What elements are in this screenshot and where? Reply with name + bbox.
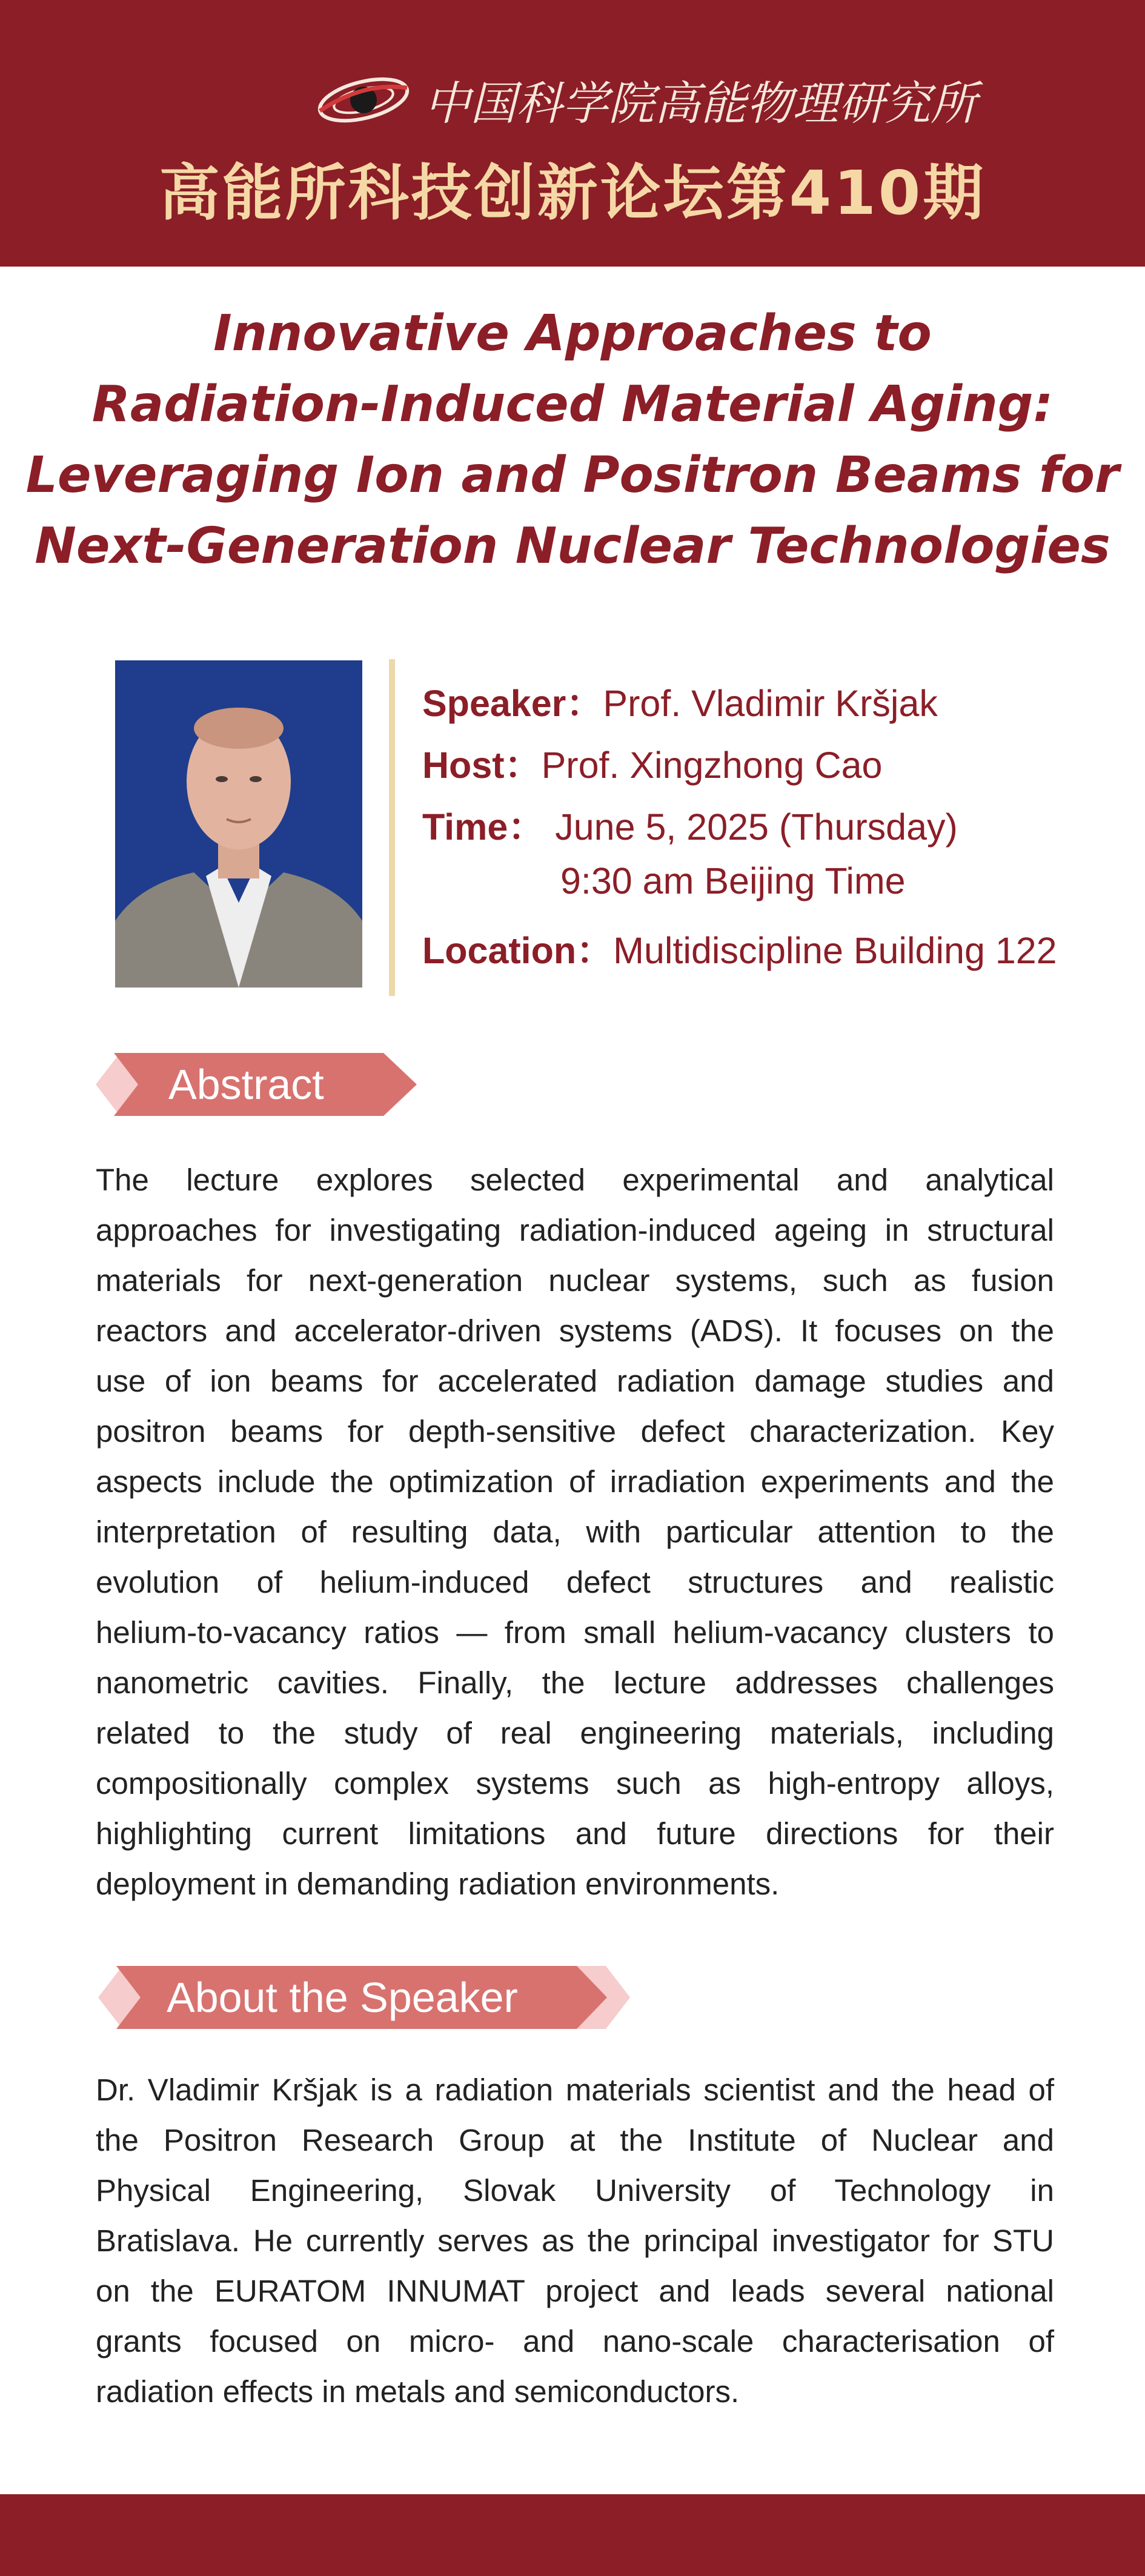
abstract-line: helium-to-vacancy ratios — from small helium-vacancy clusters to bbox=[96, 1615, 1054, 1650]
abstract-line: aspects include the optimization of irradiation experiments and the bbox=[96, 1464, 1054, 1499]
time-row bbox=[422, 798, 958, 851]
abstract-line: The lecture explores selected experimental and analytical bbox=[96, 1163, 1054, 1197]
talk-title-line: Leveraging Ion and Positron Beams for bbox=[25, 446, 1120, 504]
abstract-line: compositionally complex systems such as high-entropy alloys, bbox=[96, 1766, 1054, 1801]
footer-band bbox=[0, 2494, 1145, 2576]
time-label: Time： bbox=[422, 806, 545, 848]
speaker-value: Prof. Vladimir Kršjak bbox=[603, 683, 938, 724]
abstract-line: positron beams for depth-sensitive defect characterization. Key bbox=[96, 1414, 1054, 1449]
abstract-heading: Abstract bbox=[168, 1061, 324, 1108]
abstract-line: nanometric cavities. Finally, the lecture addresses challenges bbox=[96, 1665, 1054, 1700]
abstract-line: use of ion beams for accelerated radiation damage studies and bbox=[96, 1364, 1054, 1398]
about-text bbox=[96, 2065, 1054, 2417]
talk-title bbox=[0, 298, 1145, 582]
host-value: Prof. Xingzhong Cao bbox=[541, 745, 883, 786]
institute-logo-icon bbox=[315, 64, 412, 130]
abstract-line: related to the study of real engineering materials, including bbox=[96, 1716, 1054, 1750]
about-line: Dr. Vladimir Kršjak is a radiation materials scientist and the head of bbox=[96, 2073, 1054, 2107]
about-line: the Positron Research Group at the Institute of Nuclear and bbox=[96, 2123, 1054, 2157]
about-line: Physical Engineering, Slovak University of Technology in bbox=[96, 2173, 1054, 2208]
location-value: Multidiscipline Building 122 bbox=[613, 930, 1057, 971]
forum-title: 高能所科技创新论坛第410期 bbox=[159, 158, 986, 228]
header-band bbox=[0, 0, 1145, 267]
abstract-line: reactors and accelerator-driven systems (ADS). It focuses on the bbox=[96, 1313, 1054, 1348]
time-row-2 bbox=[560, 860, 906, 902]
about-heading: About the Speaker bbox=[167, 1974, 518, 2021]
abstract-line: approaches for investigating radiation-induced ageing in structural bbox=[96, 1213, 1054, 1247]
about-line: on the EURATOM INNUMAT project and leads several national bbox=[96, 2274, 1054, 2308]
institute-name: 中国科学院高能物理研究所 bbox=[424, 76, 977, 130]
time-value: June 5, 2025 (Thursday) bbox=[555, 806, 958, 848]
about-line: Bratislava. He currently serves as the principal investigator for STU bbox=[96, 2223, 1054, 2258]
about-line: grants focused on micro- and nano-scale characterisation of bbox=[96, 2324, 1054, 2359]
details-divider bbox=[389, 659, 395, 996]
host-label: Host： bbox=[422, 745, 542, 786]
abstract-line: interpretation of resulting data, with particular attention to the bbox=[96, 1515, 1054, 1549]
abstract-line: materials for next-generation nuclear systems, such as fusion bbox=[96, 1263, 1054, 1298]
talk-title-line: Radiation-Induced Material Aging: bbox=[91, 376, 1054, 433]
abstract-line: evolution of helium-induced defect structures and realistic bbox=[96, 1565, 1054, 1599]
abstract-text bbox=[96, 1155, 1054, 1909]
time-value-2: 9:30 am Beijing Time bbox=[560, 860, 906, 901]
abstract-line: deployment in demanding radiation environments. bbox=[96, 1867, 780, 1901]
about-line: radiation effects in metals and semiconductors. bbox=[96, 2374, 740, 2409]
abstract-line: highlighting current limitations and future directions for their bbox=[96, 1816, 1054, 1851]
location-row bbox=[422, 921, 1057, 974]
speaker-label: Speaker： bbox=[422, 683, 603, 724]
talk-title-line: Innovative Approaches to bbox=[213, 305, 932, 362]
speaker-photo bbox=[115, 660, 362, 988]
speaker-portrait-icon bbox=[115, 660, 362, 988]
talk-title-line: Next-Generation Nuclear Technologies bbox=[35, 517, 1110, 575]
host-row bbox=[422, 736, 882, 789]
speaker-row bbox=[422, 674, 938, 727]
location-label: Location： bbox=[422, 930, 614, 971]
